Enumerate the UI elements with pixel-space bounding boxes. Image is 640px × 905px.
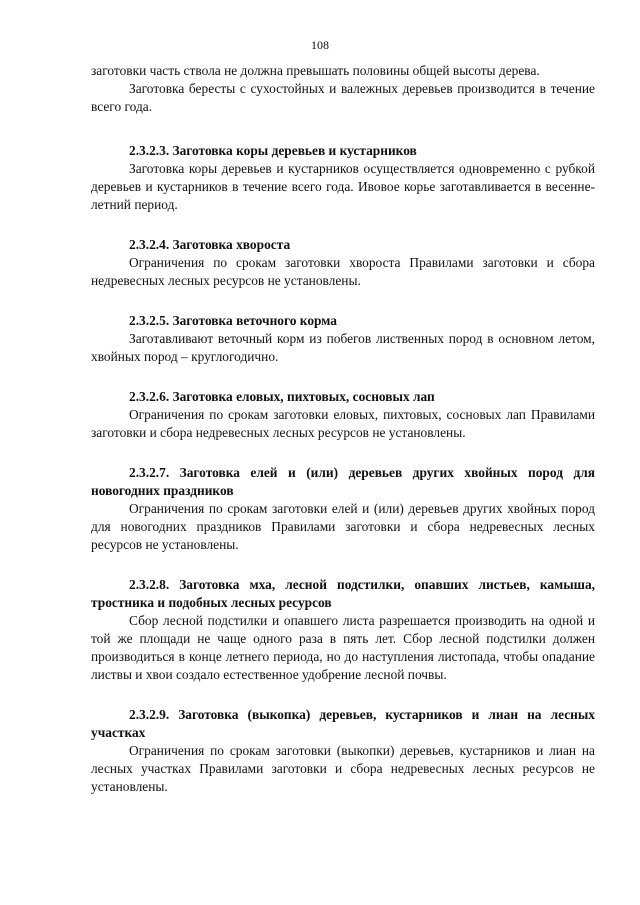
section-2-3-2-8 [91, 576, 595, 684]
intro-paragraph-continuation: заготовки часть ствола не должна превышать половины общей высоты дерева. [91, 63, 540, 78]
section-body: Ограничения по срокам заготовки (выкопки) деревьев, кустарников и лиан на лесных участках Правилами заготовки и сбора недревесных лесных ресурсов не установлены. [91, 743, 595, 794]
section-heading: 2.3.2.3. Заготовка коры деревьев и кустарников [129, 143, 417, 158]
section-body: Заготовка коры деревьев и кустарников осуществляется одновременно с рубкой деревьев и кустарников в течение всего года. Ивовое корье заготавливается в весенне-летний период. [91, 161, 595, 212]
section-2-3-2-3 [91, 142, 595, 214]
section-2-3-2-6 [91, 388, 595, 442]
page-number: 108 [311, 38, 329, 52]
section-heading: 2.3.2.5. Заготовка веточного корма [129, 313, 337, 328]
section-2-3-2-9 [91, 706, 595, 796]
section-body: Ограничения по срокам заготовки хвороста Правилами заготовки и сбора недревесных лесных ресурсов не установлены. [91, 255, 595, 288]
section-heading: 2.3.2.6. Заготовка еловых, пихтовых, сосновых лап [129, 389, 435, 404]
section-body: Заготавливают веточный корм из побегов лиственных пород в основном летом, хвойных пород – круглогодично. [91, 331, 595, 364]
section-2-3-2-4 [91, 236, 595, 290]
section-body: Ограничения по срокам заготовки елей и (или) деревьев других хвойных пород для новогодних праздников Правилами заготовки и сбора недревесных лесных ресурсов не установлены. [91, 501, 595, 552]
section-body: Сбор лесной подстилки и опавшего листа разрешается производить на одной и той же площади не чаще одного раза в пять лет. Сбор лесной подстилки должен производиться в конце летнего периода, но до наступления листопада, чтобы опадание листвы и хвои создало естественное удобрение лесной почвы. [91, 613, 595, 682]
document-page [91, 62, 595, 796]
section-heading: 2.3.2.4. Заготовка хвороста [129, 237, 291, 252]
section-2-3-2-5 [91, 312, 595, 366]
section-2-3-2-7 [91, 464, 595, 554]
section-heading: 2.3.2.9. Заготовка (выкопка) деревьев, кустарников и лиан на лесных участках [91, 707, 595, 740]
intro-paragraph-birch-bark: Заготовка бересты с сухостойных и валежных деревьев производится в течение всего года. [91, 81, 595, 114]
section-heading: 2.3.2.7. Заготовка елей и (или) деревьев других хвойных пород для новогодних праздников [91, 465, 595, 498]
section-heading: 2.3.2.8. Заготовка мха, лесной подстилки, опавших листьев, камыша, тростника и подобных лесных ресурсов [91, 577, 595, 610]
section-body: Ограничения по срокам заготовки еловых, пихтовых, сосновых лап Правилами заготовки и сбора недревесных лесных ресурсов не установлены. [91, 407, 595, 440]
